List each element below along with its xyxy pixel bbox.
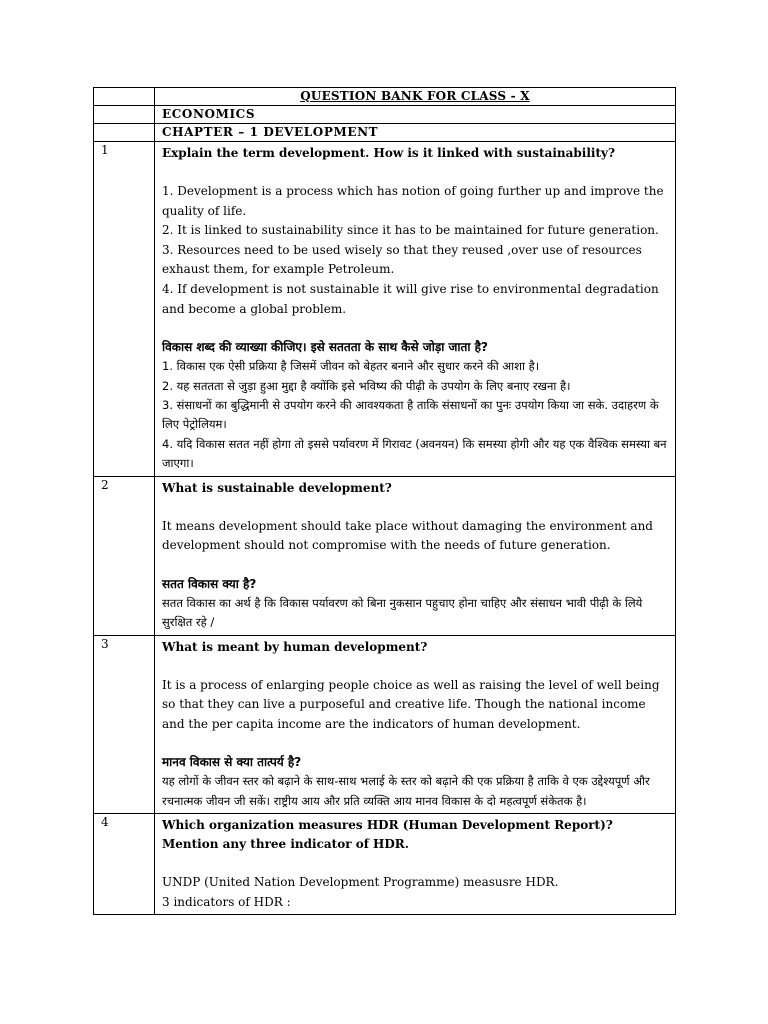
question-row [94,142,676,477]
answer-line: 3. Resources need to be used wisely so that they reused ,over use of resources exhaust them, for example Petroleum. [162,242,642,277]
answer-line: 3 indicators of HDR : [162,894,291,909]
hindi-question-text: विकास शब्द की व्याख्या कीजिए। इसे सततता के साथ कैसे जोड़ा जाता है? [162,340,488,355]
question-row [94,814,676,915]
question-body [155,814,676,915]
hindi-question-text: सतत विकास क्या है? [162,576,257,591]
hindi-answer-line: यह लोगों के जीवन स्तर को बढ़ाने के साथ-साथ भलाई के स्तर को बढ़ाने की एक प्रक्रिया है ताकि वे एक उद्देश्यपूर्ण और रचनात्मक जीवन जी सकें। राष्ट्रीय आय और प्रति व्यक्ति आय मानव विकास के दो महत्वपूर्ण संकेतक है। [162,774,650,808]
question-body [155,476,676,635]
question-body [155,142,676,477]
chapter-heading: CHAPTER – 1 DEVELOPMENT [155,124,676,142]
subject-row [94,106,676,124]
blank-line [162,319,668,338]
subject-num-cell [94,106,155,124]
title-class: X [520,89,530,103]
blank-line [162,556,668,575]
blank-line [162,854,668,873]
title-row [94,88,676,106]
title-num-cell [94,88,155,106]
answer-line: 4. If development is not sustainable it will give rise to environmental degradation and become a global problem. [162,281,659,316]
question-number: 3 [94,635,155,814]
chapter-num-cell [94,124,155,142]
blank-line [162,657,668,676]
hindi-answer-line: 4. यदि विकास सतत नहीं होगा तो इससे पर्यावरण में गिरावट (अवनयन) कि समस्या होगी और यह एक वैश्विक समस्या बन जाएगा। [162,436,667,471]
blank-line [162,734,668,753]
blank-line [162,163,668,182]
question-row [94,476,676,635]
answer-line: 1. Development is a process which has notion of going further up and improve the quality of life. [162,184,664,218]
question-body [155,635,676,814]
blank-line [162,498,668,517]
question-text: What is meant by human development? [162,639,428,654]
question-text: Explain the term development. How is it linked with sustainability? [162,146,616,160]
answer-line: UNDP (United Nation Development Programme) measusre HDR. [162,875,559,890]
hindi-answer-line: 2. यह सततता से जुड़ा हुआ मुद्दा है क्योंकि इसे भविष्य की पीढ़ी के उपयोग के लिए बनाए रखना है। [162,378,571,393]
question-row [94,635,676,814]
hindi-answer-line: 1. विकास एक ऐसी प्रक्रिया है जिसमें जीवन को बेहतर बनाने और सुधार करने की आशा है। [162,359,540,374]
hindi-answer-line: 3. संसाधनों का बुद्धिमानी से उपयोग करने की आवश्यकता है ताकि संसाधनों का पुनः उपयोग किया जा सके. उदाहरण के लिए पेट्रोलियम। [162,397,659,432]
question-number: 4 [94,814,155,915]
question-bank-page [93,87,676,915]
question-bank-table [93,87,676,915]
question-number: 1 [94,142,155,477]
title-prefix: QUESTION BANK FOR CLASS - [300,89,521,103]
chapter-row [94,124,676,142]
hindi-question-text: मानव विकास से क्या तात्पर्य है? [162,755,302,770]
document-title [155,88,676,106]
subject-heading: ECONOMICS [155,106,676,124]
answer-line: 2. It is linked to sustainability since it has to be maintained for future generation. [162,223,659,238]
question-number: 2 [94,476,155,635]
question-text: What is sustainable development? [162,480,392,495]
hindi-answer-line: सतत विकास का अर्थ है कि विकास पर्यावरण को बिना नुकसान पहुचाए होना चाहिए और संसाधन भावी पीढ़ी के लिये सुरक्षित रहे / [162,595,643,630]
answer-line: It is a process of enlarging people choice as well as raising the level of well being so that they can live a purposeful and creative life. Though the national income and the per capita income are the indicators of human development. [162,677,660,731]
question-text: Which organization measures HDR (Human Development Report)? Mention any three indicator of HDR. [162,818,613,852]
answer-line: It means development should take place without damaging the environment and development should not compromise with the needs of future generation. [162,518,653,553]
